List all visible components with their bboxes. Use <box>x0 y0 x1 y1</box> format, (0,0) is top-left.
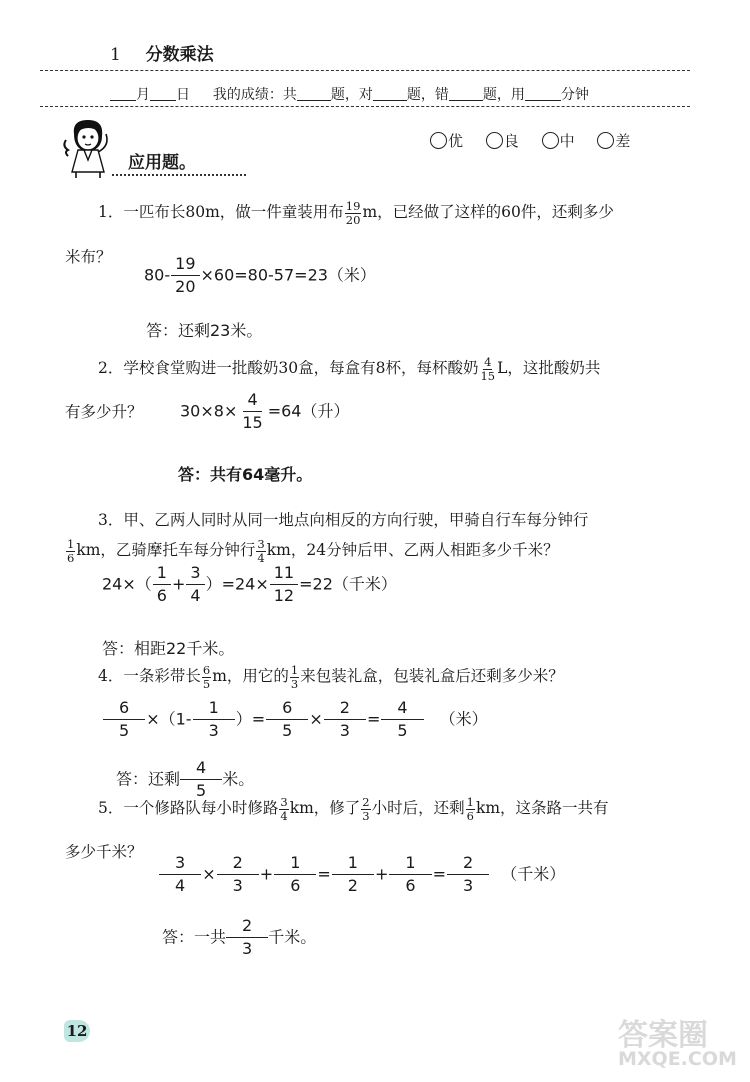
fraction: $\frac{2}{3}$ <box>217 855 259 895</box>
rating-excellent[interactable]: 优 <box>430 130 463 151</box>
fraction: $\frac{6}{5}$ <box>202 663 211 691</box>
student-cartoon-icon <box>60 116 122 180</box>
fraction: $\frac{4}{15}$ <box>242 390 263 432</box>
problem-3-answer: 答：相距22千米。 <box>102 639 235 658</box>
problem-1-calculation: 80- $\frac{19}{20}$ ×60=80-57=23（米） <box>144 254 376 296</box>
fraction: $\frac{2}{3}$ <box>324 700 366 740</box>
section-title-dotted-rule <box>112 174 246 176</box>
score-line <box>110 84 589 104</box>
watermark-logo: 答案圈 <box>618 1018 708 1053</box>
radio-circle-icon <box>430 132 447 149</box>
fraction: $\frac{1}{2}$ <box>332 855 374 895</box>
minutes-label: 分钟 <box>560 87 589 103</box>
problem-2-calculation: 30×8× $\frac{4}{15}$ =64（升） <box>180 390 350 432</box>
problem-4-text: 4．一条彩带长 $\frac{6}{5}$ m，用它的 $\frac{1}{3}$ 来包装礼盒，包装礼盒后还剩多少米？ <box>98 663 564 691</box>
month-label: 月 <box>136 87 150 103</box>
problem-5-calculation: $\frac{3}{4}$ × $\frac{2}{3}$ + $\frac{1}{6}$ = $\frac{1}{2}$ + $\frac{1}{6}$ = $\frac{2}{3}$ （千米） <box>158 855 565 895</box>
chapter-title: 分数乘法 <box>145 45 214 65</box>
radio-circle-icon <box>597 132 614 149</box>
problem-5-answer: 答：一共 $\frac{2}{3}$ 千米。 <box>162 916 317 958</box>
problem-1-text: 1．一匹布长80m，做一件童装用布 $\frac{19}{20}$ m，已经做了这样的60件，还剩多少 <box>98 199 614 227</box>
fraction: $\frac{4}{5}$ <box>180 760 222 800</box>
fraction: $\frac{11}{12}$ <box>270 565 298 605</box>
problem-4-answer: 答：还剩 $\frac{4}{5}$ 米。 <box>116 758 255 800</box>
fraction: $\frac{3}{4}$ <box>257 537 265 565</box>
fraction: $\frac{1}{6}$ <box>274 855 316 895</box>
problem-3-text-cont: $\frac{1}{6}$ km，乙骑摩托车每分钟行 $\frac{3}{4}$ km，24分钟后甲、乙两人相距多少千米？ <box>67 537 559 565</box>
day-blank[interactable] <box>150 100 176 101</box>
fraction: $\frac{4}{5}$ <box>381 700 423 740</box>
problem-2-text-cont: 有多少升？ <box>65 403 143 421</box>
page-number: 12 <box>64 1020 90 1042</box>
fraction: $\frac{1}{6}$ <box>67 537 75 565</box>
radio-circle-icon <box>542 132 559 149</box>
total-blank[interactable] <box>297 100 331 101</box>
fraction: $\frac{1}{6}$ <box>466 795 474 823</box>
time-blank[interactable] <box>525 100 561 101</box>
fraction: $\frac{1}{6}$ <box>389 855 431 895</box>
problem-2-text: 2．学校食堂购进一批酸奶30盒，每盒有8杯，每杯酸奶 $\frac{4}{15}$ L，这批酸奶共 <box>98 355 601 383</box>
fraction: $\frac{1}{6}$ <box>153 565 171 605</box>
problem-5-text: 5．一个修路队每小时修路 $\frac{3}{4}$ km，修了 $\frac{2}{3}$ 小时后，还剩 $\frac{1}{6}$ km，这条路一共有 <box>98 795 609 823</box>
fraction: $\frac{3}{4}$ <box>280 795 288 823</box>
wrong-label: 题，用 <box>482 87 525 103</box>
fraction: $\frac{2}{3}$ <box>447 855 489 895</box>
correct-blank[interactable] <box>373 100 407 101</box>
month-blank[interactable] <box>110 100 136 101</box>
problem-4-calculation: $\frac{6}{5}$ ×（1- $\frac{1}{3}$ ）= $\frac{6}{5}$ × $\frac{2}{3}$ = $\frac{4}{5}$ （米） <box>102 700 488 740</box>
problem-2-answer: 答：共有64毫升。 <box>178 465 313 484</box>
fraction: $\frac{6}{5}$ <box>103 700 145 740</box>
fraction: $\frac{19}{20}$ <box>345 199 361 227</box>
chapter-header <box>110 40 214 65</box>
problem-3-text: 3．甲、乙两人同时从同一地点向相反的方向行驶，甲骑自行车每分钟行 <box>98 511 589 529</box>
rating-poor[interactable]: 差 <box>597 130 630 151</box>
fraction: $\frac{3}{4}$ <box>186 565 204 605</box>
fraction: $\frac{3}{4}$ <box>159 855 201 895</box>
wrong-blank[interactable] <box>449 100 483 101</box>
problem-1-answer: 答：还剩23米。 <box>146 321 263 340</box>
problem-5-text-cont: 多少千米？ <box>65 843 143 861</box>
watermark-url: MXQE.COM <box>618 1048 737 1070</box>
problem-3-calculation: 24×（ $\frac{1}{6}$ + $\frac{3}{4}$ ）=24× $\frac{11}{12}$ =22（千米） <box>102 563 397 605</box>
fraction: $\frac{19}{20}$ <box>171 256 199 296</box>
header-divider-top <box>40 70 690 71</box>
fraction: $\frac{1}{3}$ <box>290 663 299 691</box>
rating-options <box>430 130 648 151</box>
fraction: $\frac{1}{3}$ <box>193 700 235 740</box>
chapter-number: 1 <box>110 45 121 65</box>
fraction: $\frac{2}{3}$ <box>362 795 370 823</box>
section-title: 应用题。 <box>128 153 196 173</box>
header-divider-bottom <box>40 106 690 107</box>
radio-circle-icon <box>486 132 503 149</box>
questions-label: 题，对 <box>330 87 373 103</box>
rating-good[interactable]: 良 <box>486 130 519 151</box>
fraction: $\frac{2}{3}$ <box>226 918 268 958</box>
correct-label: 题，错 <box>406 87 449 103</box>
fraction: $\frac{4}{15}$ <box>480 355 496 383</box>
day-label: 日 <box>176 87 190 103</box>
fraction: $\frac{6}{5}$ <box>266 700 308 740</box>
score-label: 我的成绩：共 <box>212 87 297 103</box>
rating-fair[interactable]: 中 <box>542 130 575 151</box>
problem-1-text-cont: 米布？ <box>65 248 112 266</box>
